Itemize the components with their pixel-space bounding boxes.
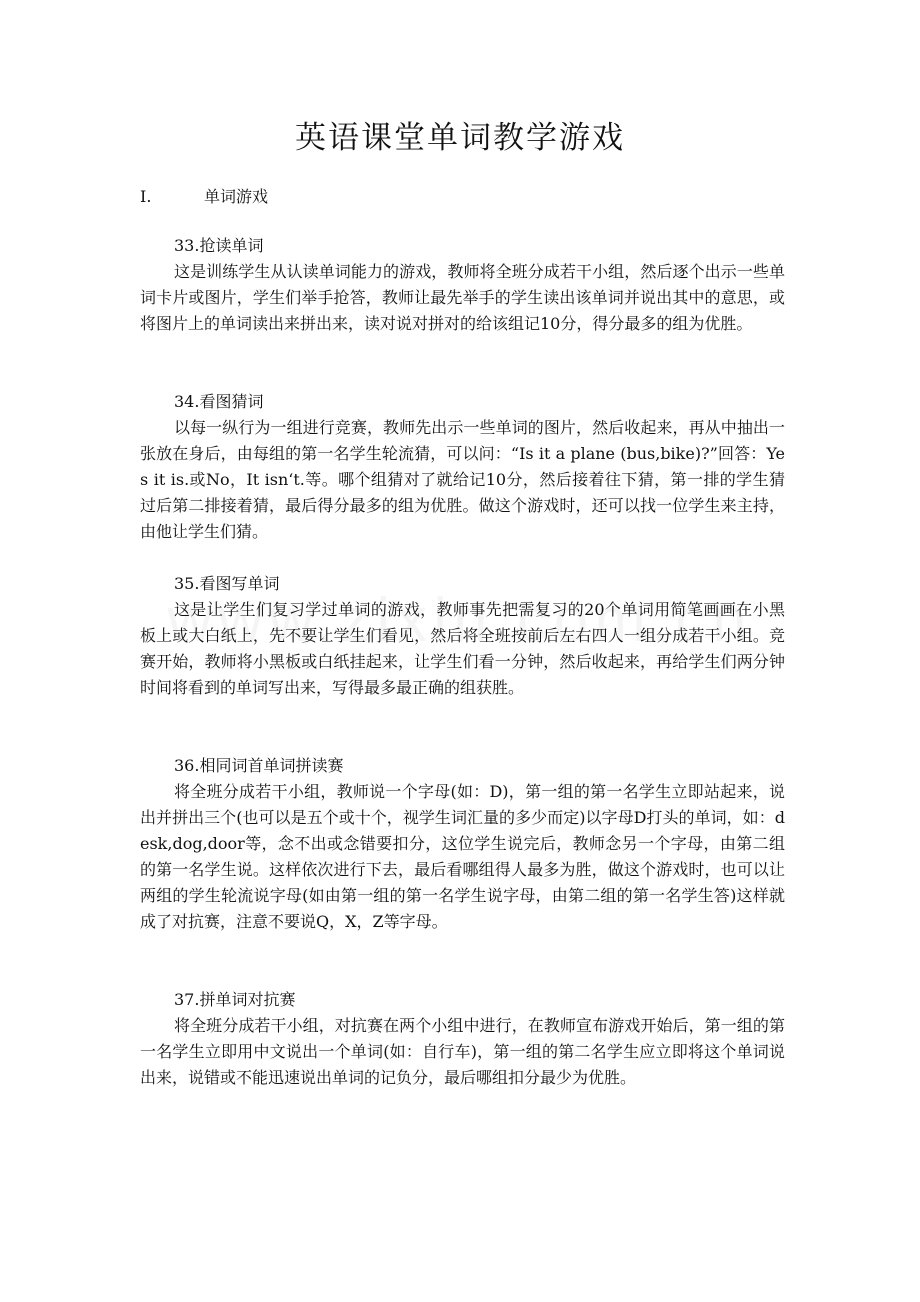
section-label: 单词游戏 — [204, 187, 269, 206]
game-heading: 37.拼单词对抗赛 — [174, 990, 296, 1009]
section-heading — [140, 186, 268, 208]
game-item-34 — [140, 389, 785, 545]
page-title: 英语课堂单词教学游戏 — [295, 120, 625, 156]
section-number: I. — [140, 187, 152, 206]
game-description: 这是让学生们复习学过单词的游戏，教师事先把需复习的20个单词用简笔画画在小黑板上或大白纸上，先不要让学生们看见，然后将全班按前后左右四人一组分成若干小组。竞赛开始，教师将小黑板或白纸挂起来，让学生们看一分钟，然后收起来，再给学生们两分钟时间将看到的单词写出来，写得最多最正确的组获胜。 — [140, 600, 785, 697]
game-heading: 36.相同词首单词拼读赛 — [174, 756, 344, 775]
game-heading: 33.抢读单词 — [174, 236, 264, 255]
game-heading: 34.看图猜词 — [174, 392, 264, 411]
game-description: 将全班分成若干小组，对抗赛在两个小组中进行，在教师宣布游戏开始后，第一组的第一名学生立即用中文说出一个单词(如：自行车)，第一组的第二名学生应立即将这个单词说出来，说错或不能迅速说出单词的记负分，最后哪组扣分最少为优胜。 — [140, 1016, 785, 1087]
game-heading: 35.看图写单词 — [174, 574, 280, 593]
game-description: 将全班分成若干小组，教师说一个字母(如：D)，第一组的第一名学生立即站起来，说出并拼出三个(也可以是五个或十个，视学生词汇量的多少而定)以字母D打头的单词，如：desk,dog,door等，念不出或念错要扣分，这位学生说完后，教师念另一个字母，由第二组的第一名学生说。这样依次进行下去，最后看哪组得人最多为胜，做这个游戏时，也可以让两组的学生轮流说字母(如由第一组的第一名学生说字母，由第二组的第一名学生答)这样就成了对抗赛，注意不要说Q，X，Z等字母。 — [140, 782, 785, 931]
game-item-35 — [140, 571, 785, 701]
game-description: 以每一纵行为一组进行竞赛，教师先出示一些单词的图片，然后收起来，再从中抽出一张放在身后，由每组的第一名学生轮流猜，可以问：“Is it a plane (bus,bike)?”回答：Yes it is.或No，It isn‘t.等。哪个组猜对了就给记10分，然后接着往下猜，第一排的学生猜过后第二排接着猜，最后得分最多的组为优胜。做这个游戏时，还可以找一位学生来主持，由他让学生们猜。 — [140, 418, 785, 541]
game-description: 这是训练学生从认读单词能力的游戏，教师将全班分成若干小组，然后逐个出示一些单词卡片或图片，学生们举手抢答，教师让最先举手的学生读出该单词并说出其中的意思，或将图片上的单词读出来拼出来，读对说对拼对的给该组记10分，得分最多的组为优胜。 — [140, 262, 785, 333]
game-item-36 — [140, 753, 785, 935]
game-item-33 — [140, 233, 785, 337]
game-item-37 — [140, 987, 785, 1091]
